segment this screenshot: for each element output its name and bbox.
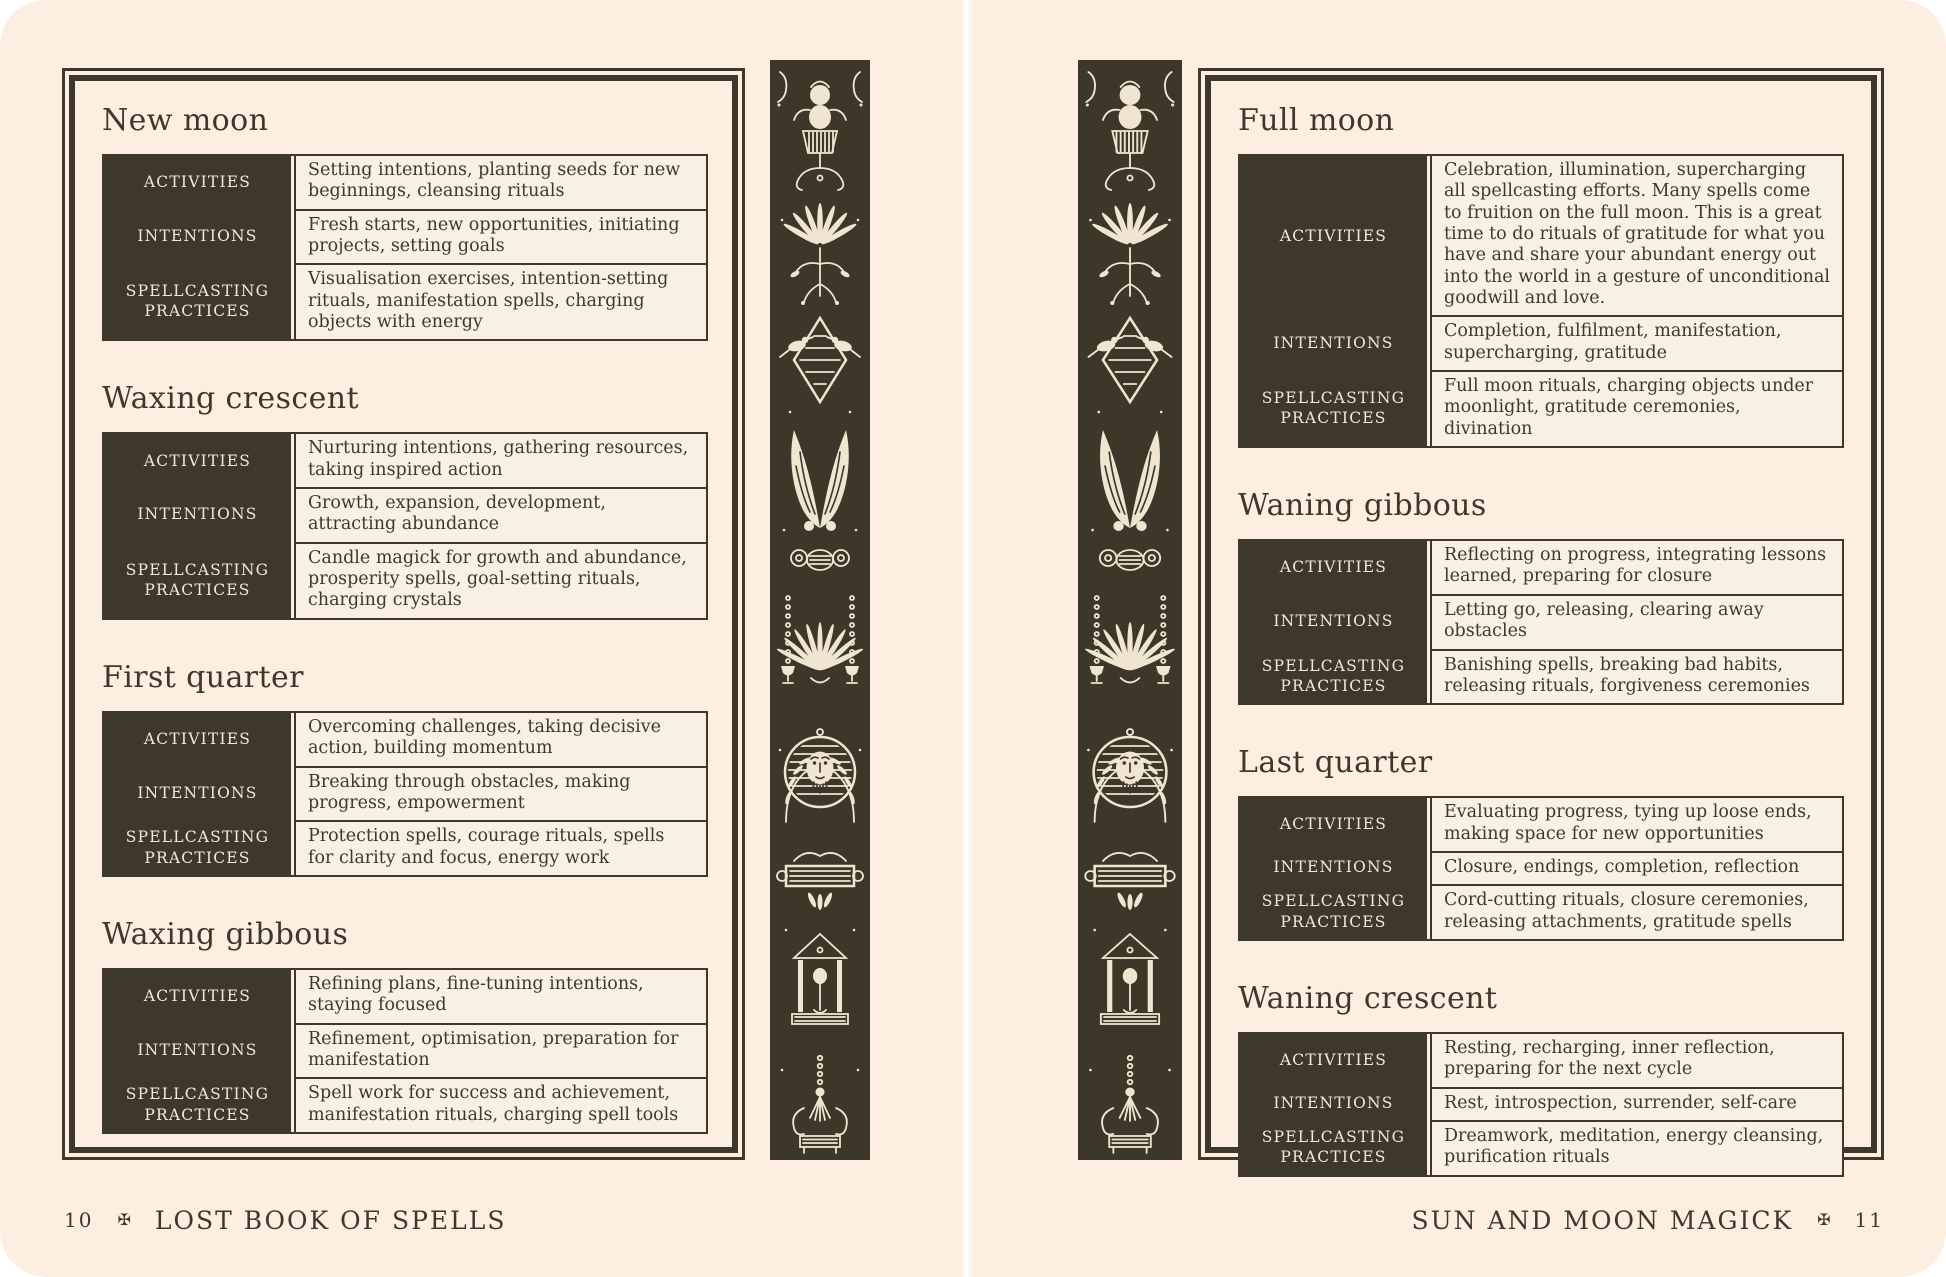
row-value: Evaluating progress, tying up loose ends, making space for new opportunities xyxy=(1430,798,1842,851)
row-value: Celebration, illumination, supercharging all spellcasting efforts. Many spells come to fruition on the full moon. This is a great time to do rituals of gratitude for what you have and share your abundant energy out into the world in a gesture of unconditional goodwill and love. xyxy=(1430,156,1842,315)
table-row xyxy=(104,766,706,821)
row-value: Resting, recharging, inner reflection, preparing for the next cycle xyxy=(1430,1034,1842,1087)
table-row xyxy=(1240,594,1842,649)
row-value: Spell work for success and achievement, manifestation rituals, charging spell tools xyxy=(294,1077,706,1132)
section-last-quarter xyxy=(1238,745,1847,941)
row-value: Banishing spells, breaking bad habits, releasing rituals, forgiveness ceremonies xyxy=(1430,649,1842,704)
row-label-spellcasting: SPELLCASTING PRACTICES xyxy=(1240,884,1430,939)
section-title: Waxing gibbous xyxy=(102,916,349,952)
section-waxing-crescent xyxy=(102,381,708,619)
cross-ornament-icon: ✠ xyxy=(117,1209,131,1229)
row-label-activities: ACTIVITIES xyxy=(1240,541,1430,594)
row-value: Closure, endings, completion, reflection xyxy=(1430,851,1842,884)
table-row xyxy=(1240,1087,1842,1120)
section-title: Waning gibbous xyxy=(1238,488,1487,524)
row-label-intentions: INTENTIONS xyxy=(1240,1087,1430,1120)
table-row xyxy=(1240,851,1842,884)
row-label-spellcasting: SPELLCASTING PRACTICES xyxy=(104,820,294,875)
engraved-ornament-icon xyxy=(770,60,870,1160)
section-full-moon xyxy=(1238,103,1847,448)
left-page-footer xyxy=(64,1198,506,1242)
table-row xyxy=(104,1077,706,1132)
left-page-frame-inner xyxy=(69,75,738,1153)
row-value: Candle magick for growth and abundance, prosperity spells, goal-setting rituals, charging crystals xyxy=(294,542,706,618)
row-value: Growth, expansion, development, attracting abundance xyxy=(294,487,706,542)
row-value: Refining plans, fine-tuning intentions, staying focused xyxy=(294,970,706,1023)
row-label-spellcasting: SPELLCASTING PRACTICES xyxy=(1240,1120,1430,1175)
row-value: Setting intentions, planting seeds for new beginnings, cleansing rituals xyxy=(294,156,706,209)
row-label-intentions: INTENTIONS xyxy=(104,487,294,542)
section-title: Waxing crescent xyxy=(102,381,359,417)
phase-table xyxy=(102,968,708,1134)
row-label-intentions: INTENTIONS xyxy=(1240,851,1430,884)
row-label-activities: ACTIVITIES xyxy=(104,713,294,766)
row-value: Refinement, optimisation, preparation for manifestation xyxy=(294,1023,706,1078)
table-row xyxy=(104,970,706,1023)
row-label-spellcasting: SPELLCASTING PRACTICES xyxy=(104,1077,294,1132)
table-row xyxy=(1240,315,1842,370)
row-label-spellcasting: SPELLCASTING PRACTICES xyxy=(1240,649,1430,704)
section-title: Waning crescent xyxy=(1238,980,1498,1016)
phase-table xyxy=(1238,796,1844,941)
section-first-quarter xyxy=(102,660,708,877)
section-title: First quarter xyxy=(102,659,304,695)
row-label-activities: ACTIVITIES xyxy=(104,970,294,1023)
engraved-ornament-icon xyxy=(1078,60,1182,1160)
ornament-strip-right xyxy=(1078,60,1182,1160)
table-row xyxy=(1240,1120,1842,1175)
section-new-moon xyxy=(102,103,708,341)
section-title: New moon xyxy=(102,103,269,138)
row-value: Completion, fulfilment, manifestation, supercharging, gratitude xyxy=(1430,315,1842,370)
section-waxing-gibbous xyxy=(102,917,708,1134)
right-page-frame-inner xyxy=(1205,75,1877,1168)
table-row xyxy=(104,209,706,264)
row-label-intentions: INTENTIONS xyxy=(104,1023,294,1078)
running-title: SUN AND MOON MAGICK xyxy=(1411,1205,1794,1235)
table-row xyxy=(1240,156,1842,315)
table-row xyxy=(104,263,706,339)
section-waning-crescent xyxy=(1238,981,1847,1177)
ornament-strip-left xyxy=(770,60,870,1160)
row-value: Visualisation exercises, intention-setting rituals, manifestation spells, charging objects with energy xyxy=(294,263,706,339)
row-label-activities: ACTIVITIES xyxy=(1240,798,1430,851)
right-page-footer xyxy=(1411,1198,1884,1242)
row-value: Full moon rituals, charging objects under moonlight, gratitude ceremonies, divination xyxy=(1430,370,1842,446)
table-row xyxy=(1240,1034,1842,1087)
row-label-spellcasting: SPELLCASTING PRACTICES xyxy=(104,263,294,339)
row-value: Dreamwork, meditation, energy cleansing, purification rituals xyxy=(1430,1120,1842,1175)
table-row xyxy=(1240,798,1842,851)
table-row xyxy=(104,156,706,209)
row-value: Reflecting on progress, integrating lessons learned, preparing for closure xyxy=(1430,541,1842,594)
row-label-intentions: INTENTIONS xyxy=(104,766,294,821)
row-label-intentions: INTENTIONS xyxy=(104,209,294,264)
table-row xyxy=(104,434,706,487)
phase-table xyxy=(1238,539,1844,705)
section-waning-gibbous xyxy=(1238,488,1847,705)
phase-table xyxy=(1238,1032,1844,1177)
phase-table xyxy=(102,711,708,877)
page-number: 10 xyxy=(64,1208,94,1232)
row-value: Cord-cutting rituals, closure ceremonies, releasing attachments, gratitude spells xyxy=(1430,884,1842,939)
left-page-frame xyxy=(62,68,745,1160)
row-label-intentions: INTENTIONS xyxy=(1240,315,1430,370)
row-label-spellcasting: SPELLCASTING PRACTICES xyxy=(1240,370,1430,446)
row-value: Fresh starts, new opportunities, initiating projects, setting goals xyxy=(294,209,706,264)
row-label-spellcasting: SPELLCASTING PRACTICES xyxy=(104,542,294,618)
right-page-frame xyxy=(1198,68,1884,1168)
row-label-activities: ACTIVITIES xyxy=(104,156,294,209)
row-value: Letting go, releasing, clearing away obstacles xyxy=(1430,594,1842,649)
table-row xyxy=(1240,541,1842,594)
section-title: Full moon xyxy=(1238,103,1395,138)
phase-table xyxy=(102,432,708,619)
row-label-activities: ACTIVITIES xyxy=(1240,156,1430,315)
row-value: Protection spells, courage rituals, spells for clarity and focus, energy work xyxy=(294,820,706,875)
table-row xyxy=(104,713,706,766)
row-value: Breaking through obstacles, making progress, empowerment xyxy=(294,766,706,821)
row-label-intentions: INTENTIONS xyxy=(1240,594,1430,649)
cross-ornament-icon: ✠ xyxy=(1817,1209,1831,1229)
row-label-activities: ACTIVITIES xyxy=(1240,1034,1430,1087)
row-value: Rest, introspection, surrender, self-care xyxy=(1430,1087,1842,1120)
table-row xyxy=(104,542,706,618)
phase-table xyxy=(102,154,708,341)
phase-table xyxy=(1238,154,1844,448)
table-row xyxy=(1240,370,1842,446)
row-value: Overcoming challenges, taking decisive action, building momentum xyxy=(294,713,706,766)
page-gutter xyxy=(961,0,975,1277)
running-title: LOST BOOK OF SPELLS xyxy=(154,1205,507,1235)
section-title: Last quarter xyxy=(1238,745,1433,781)
table-row xyxy=(1240,649,1842,704)
row-value: Nurturing intentions, gathering resources, taking inspired action xyxy=(294,434,706,487)
table-row xyxy=(104,820,706,875)
table-row xyxy=(104,1023,706,1078)
table-row xyxy=(1240,884,1842,939)
row-label-activities: ACTIVITIES xyxy=(104,434,294,487)
table-row xyxy=(104,487,706,542)
page-number: 11 xyxy=(1854,1208,1884,1232)
